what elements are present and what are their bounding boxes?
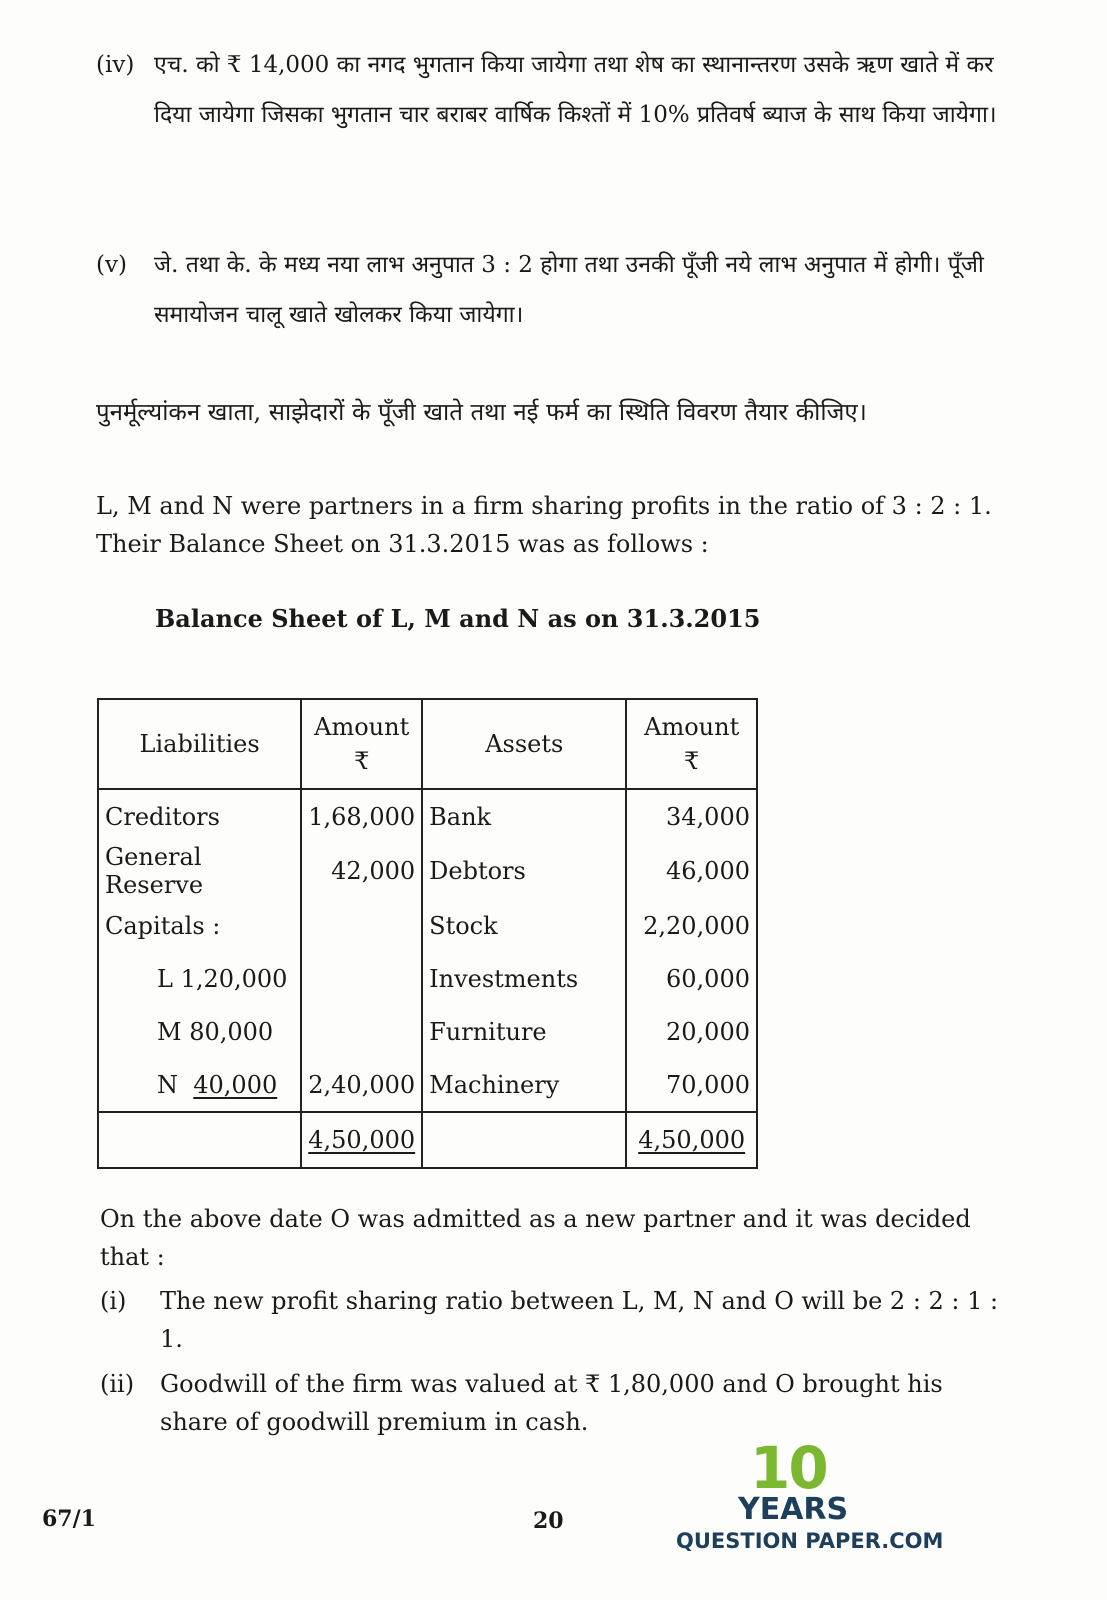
asset-cell: Bank xyxy=(422,789,626,843)
asset-amount-cell: 20,000 xyxy=(626,1005,757,1058)
liabilities-total: 4,50,000 xyxy=(301,1112,422,1168)
liability-cell: Creditors xyxy=(98,789,301,843)
table-header-row xyxy=(98,699,757,789)
header-amount-assets: Amount ₹ xyxy=(626,699,757,789)
condition-item xyxy=(100,1282,1010,1358)
logo-years: YEARS xyxy=(738,1492,849,1527)
asset-amount-cell: 34,000 xyxy=(626,789,757,843)
condition-item xyxy=(100,1365,1010,1441)
item-text: The new profit sharing ratio between L, M, N and O will be 2 : 2 : 1 : 1. xyxy=(160,1287,999,1353)
table-row xyxy=(98,1058,757,1112)
asset-cell: Furniture xyxy=(422,1005,626,1058)
page-number: 20 xyxy=(533,1508,564,1534)
capital-n-amount: 40,000 xyxy=(193,1070,278,1099)
liability-amount-cell: 2,40,000 xyxy=(301,1058,422,1112)
item-text: जे. तथा के. के मध्य नया लाभ अनुपात 3 : 2 होगा तथा उनकी पूँजी नये लाभ अनुपात में होगी। पूँजी समायोजन चालू खाते खोलकर किया जायेगा। xyxy=(154,252,984,328)
balance-sheet-table xyxy=(97,698,758,1169)
item-text: एच. को ₹ 14,000 का नगद भुगतान किया जायेगा तथा शेष का स्थानान्तरण उसके ऋण खाते में कर दिया जायेगा जिसका भुगतान चार बराबर वार्षिक किश्तों में 10% प्रतिवर्ष ब्याज के साथ किया जायेगा। xyxy=(154,52,997,128)
paper-code: 67/1 xyxy=(42,1506,96,1532)
question-intro: L, M and N were partners in a firm sharing profits in the ratio of 3 : 2 : 1. Their Balance Sheet on 31.3.2015 was as follows : xyxy=(96,492,992,558)
assets-total: 4,50,000 xyxy=(626,1112,757,1168)
asset-amount-cell: 60,000 xyxy=(626,952,757,1005)
asset-amount-cell: 46,000 xyxy=(626,843,757,899)
asset-cell: Stock xyxy=(422,899,626,952)
liability-amount-cell xyxy=(301,899,422,952)
table-row xyxy=(98,952,757,1005)
logo-number: 10 xyxy=(750,1434,827,1502)
liability-amount-cell xyxy=(301,1005,422,1058)
liability-amount-cell: 1,68,000 xyxy=(301,789,422,843)
item-number: (v) xyxy=(96,252,127,278)
asset-amount-cell: 2,20,000 xyxy=(626,899,757,952)
table-row xyxy=(98,789,757,843)
item-number: (ii) xyxy=(100,1370,135,1398)
liability-cell: L 1,20,000 xyxy=(98,952,301,1005)
table-total-row xyxy=(98,1112,757,1168)
table-row xyxy=(98,1005,757,1058)
table-row xyxy=(98,899,757,952)
header-assets: Assets xyxy=(422,699,626,789)
liability-cell: M 80,000 xyxy=(98,1005,301,1058)
asset-cell: Investments xyxy=(422,952,626,1005)
hindi-item-iv xyxy=(96,40,1006,140)
liability-cell: N 40,000 xyxy=(98,1058,301,1112)
item-number: (iv) xyxy=(96,52,135,78)
header-liabilities: Liabilities xyxy=(98,699,301,789)
liability-amount-cell: 42,000 xyxy=(301,843,422,899)
table-row xyxy=(98,843,757,899)
liability-amount-cell xyxy=(301,952,422,1005)
balance-sheet-title: Balance Sheet of L, M and N as on 31.3.2015 xyxy=(155,604,761,633)
item-number: (i) xyxy=(100,1287,127,1315)
admission-text: On the above date O was admitted as a new partner and it was decided that : xyxy=(100,1205,971,1271)
liability-cell: Capitals : xyxy=(98,899,301,952)
header-amount-liabilities: Amount ₹ xyxy=(301,699,422,789)
asset-cell: Debtors xyxy=(422,843,626,899)
logo-site: QUESTION PAPER.COM xyxy=(676,1529,944,1553)
item-text: Goodwill of the firm was valued at ₹ 1,80,000 and O brought his share of goodwill premium in cash. xyxy=(160,1370,943,1436)
liability-cell: General Reserve xyxy=(98,843,301,899)
hindi-instruction: पुनर्मूल्यांकन खाता, साझेदारों के पूँजी खाते तथा नई फर्म का स्थिति विवरण तैयार कीजिए। xyxy=(96,398,867,426)
hindi-item-v xyxy=(96,240,1006,340)
site-logo xyxy=(672,1434,944,1560)
asset-amount-cell: 70,000 xyxy=(626,1058,757,1112)
asset-cell: Machinery xyxy=(422,1058,626,1112)
